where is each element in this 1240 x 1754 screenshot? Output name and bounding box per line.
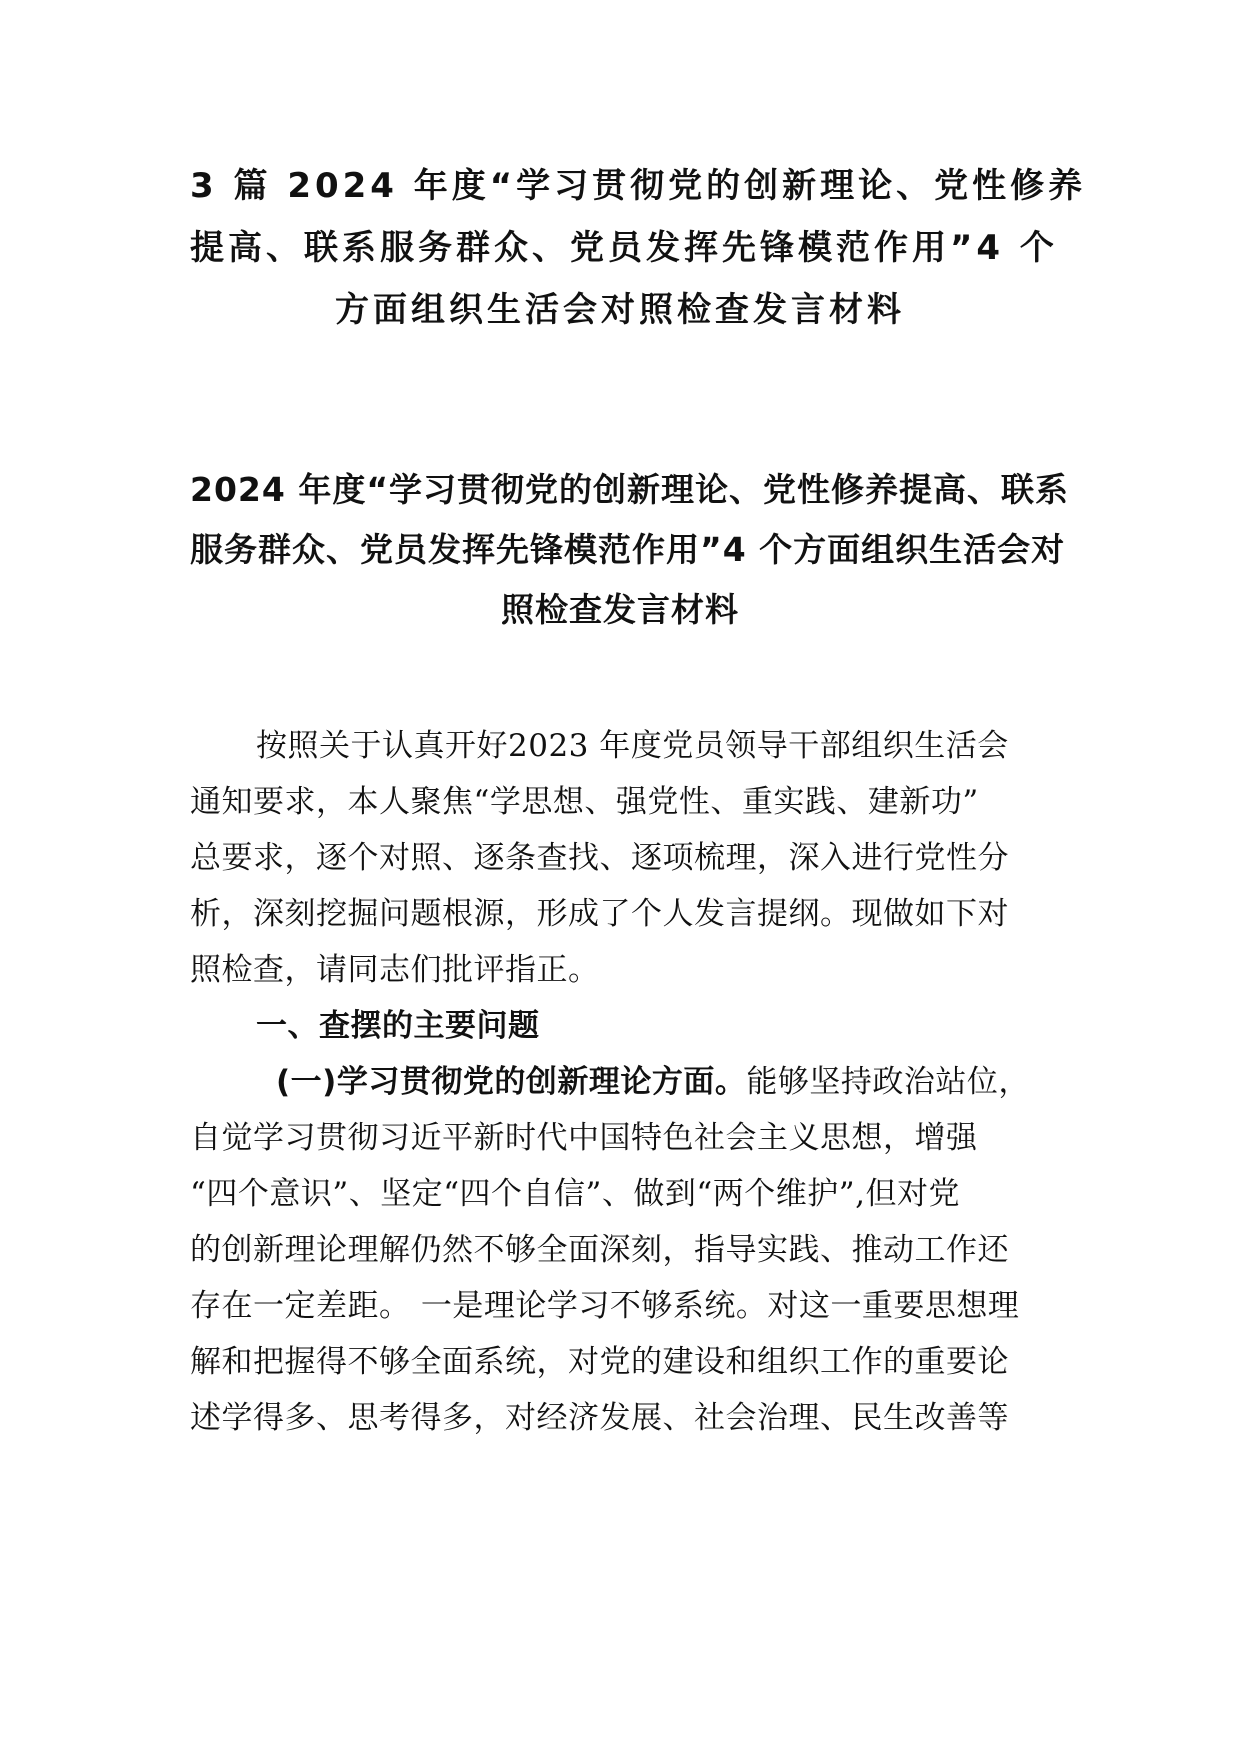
sub-title-line: 服务群众、党员发挥先锋模范作用”4 个方面组织生活会对: [190, 530, 1066, 569]
subsection-first-line-text: 能够坚持政治站位，: [746, 1064, 1030, 1100]
main-title: [190, 155, 1087, 341]
sub-title: [190, 460, 1070, 640]
paragraph-line: 述学得多、思考得多，对经济发展、社会治理、民生改善等: [190, 1400, 1009, 1436]
paragraph-line: 的创新理论理解仍然不够全面深刻，指导实践、推动工作还: [190, 1232, 1009, 1268]
main-title-line: 提高、联系服务群众、党员发挥先锋模范作用”4 个: [190, 228, 1058, 268]
paragraph-line: 析，深刻挖掘问题根源，形成了个人发言提纲。现做如下对: [190, 896, 1009, 932]
intro-paragraph: [190, 718, 1050, 998]
main-title-line: 方面组织生活会对照检查发言材料: [335, 290, 905, 330]
subsection-heading: (一)学习贯彻党的创新理论方面。: [276, 1064, 747, 1100]
paragraph-line: 解和把握得不够全面系统，对党的建设和组织工作的重要论: [190, 1344, 1009, 1380]
paragraph-line: 总要求，逐个对照、逐条查找、逐项梳理，深入进行党性分: [190, 840, 1009, 876]
paragraph-line: “四个意识”、坚定“四个自信”、做到“两个维护”,但对党: [190, 1176, 960, 1212]
subsection-paragraph: [190, 1054, 1050, 1446]
section-heading: 一、查摆的主要问题: [256, 1008, 540, 1044]
paragraph-line: 自觉学习贯彻习近平新时代中国特色社会主义思想，增强: [190, 1120, 978, 1156]
sub-title-line: 照检查发言材料: [501, 590, 739, 629]
paragraph-line: 照检查，请同志们批评指正。: [190, 952, 600, 988]
paragraph-line: 按照关于认真开好2023 年度党员领导干部组织生活会: [256, 728, 1009, 764]
paragraph-line: 通知要求，本人聚焦“学思想、强党性、重实践、建新功”: [190, 784, 979, 820]
paragraph-line: 存在一定差距。 一是理论学习不够系统。对这一重要思想理: [190, 1288, 1020, 1324]
main-title-line: 3 篇 2024 年度“学习贯彻党的创新理论、党性修养: [190, 166, 1087, 206]
sub-title-line: 2024 年度“学习贯彻党的创新理论、党性修养提高、联系: [190, 470, 1070, 509]
document-body: [190, 718, 1050, 1446]
subsection-first-line: [190, 1054, 1050, 1110]
